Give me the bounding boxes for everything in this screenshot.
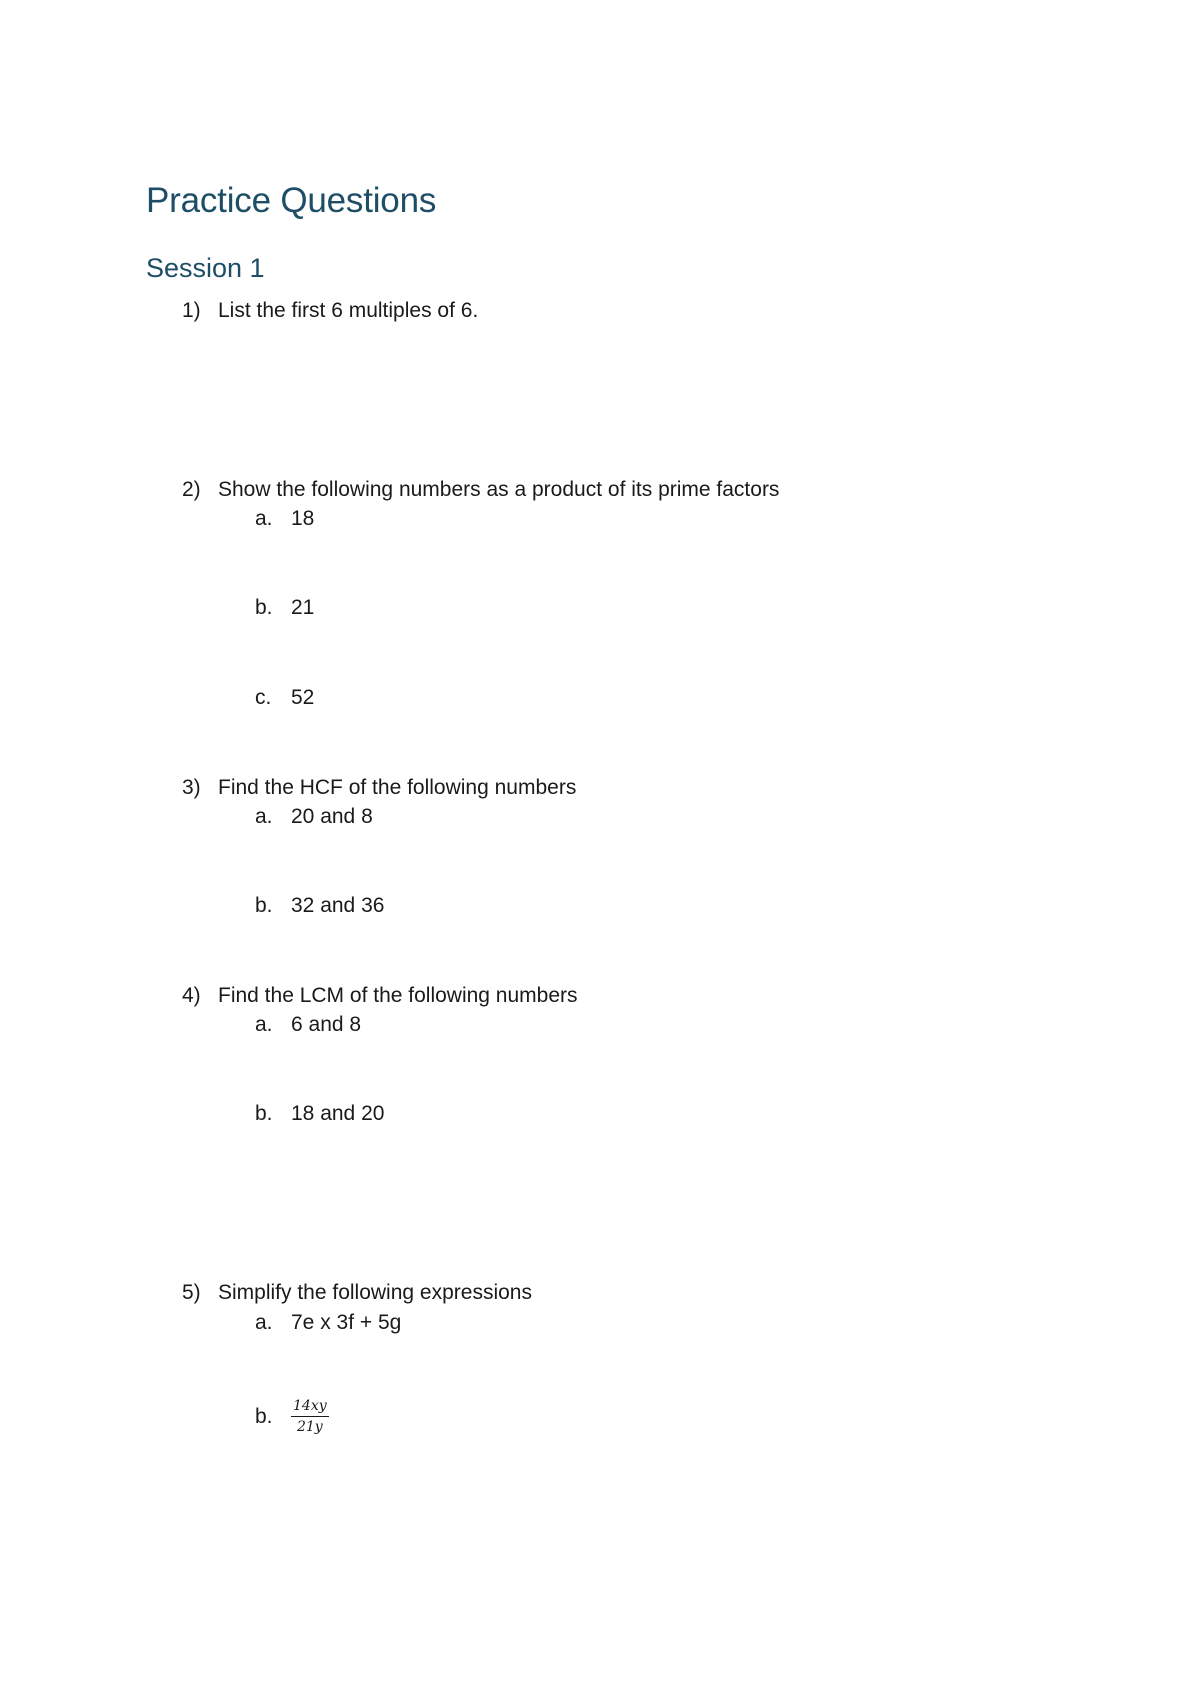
part-text: 18 and 20: [291, 1102, 385, 1125]
question-5-part-a: [255, 1312, 401, 1333]
question-text: List the first 6 multiples of 6.: [218, 299, 479, 322]
fraction-denominator: 21y: [296, 1419, 323, 1436]
session-heading: Session 1: [146, 253, 265, 283]
question-2-part-a: [255, 508, 314, 529]
question-number: 5): [182, 1281, 201, 1304]
question-4: [182, 985, 578, 1006]
part-text: 20 and 8: [291, 805, 373, 828]
part-text: 18: [291, 507, 315, 530]
question-number: 1): [182, 299, 201, 322]
question-3: [182, 777, 576, 798]
fraction-numerator: 14xy: [291, 1398, 329, 1417]
question-1: [182, 300, 478, 321]
part-letter: b.: [255, 1405, 273, 1429]
question-number: 3): [182, 776, 201, 799]
question-4-part-a: [255, 1014, 361, 1035]
question-3-part-b: [255, 895, 384, 916]
part-letter: a.: [255, 1013, 273, 1036]
part-text: 6 and 8: [291, 1013, 362, 1036]
question-2-part-c: [255, 687, 314, 708]
part-letter: a.: [255, 805, 273, 828]
question-4-part-b: [255, 1103, 384, 1124]
part-letter: a.: [255, 507, 273, 530]
part-text: 32 and 36: [291, 894, 385, 917]
part-letter: c.: [255, 686, 272, 709]
question-text: Find the HCF of the following numbers: [218, 776, 577, 799]
page-title: Practice Questions: [146, 181, 437, 220]
part-letter: b.: [255, 596, 273, 619]
part-letter: b.: [255, 894, 273, 917]
question-5: [182, 1282, 532, 1303]
question-3-part-a: [255, 806, 373, 827]
part-text: 21: [291, 596, 315, 619]
fraction: [291, 1398, 329, 1435]
question-number: 4): [182, 984, 201, 1007]
question-2-part-b: [255, 597, 314, 618]
question-text: Show the following numbers as a product of its prime factors: [218, 478, 780, 501]
question-5-part-b: [255, 1398, 329, 1435]
part-letter: b.: [255, 1102, 273, 1125]
part-text: 52: [291, 686, 315, 709]
question-text: Simplify the following expressions: [218, 1281, 532, 1304]
question-text: Find the LCM of the following numbers: [218, 984, 578, 1007]
part-text: 7e x 3f + 5g: [291, 1311, 402, 1334]
question-2: [182, 479, 779, 500]
question-number: 2): [182, 478, 201, 501]
part-letter: a.: [255, 1311, 273, 1334]
